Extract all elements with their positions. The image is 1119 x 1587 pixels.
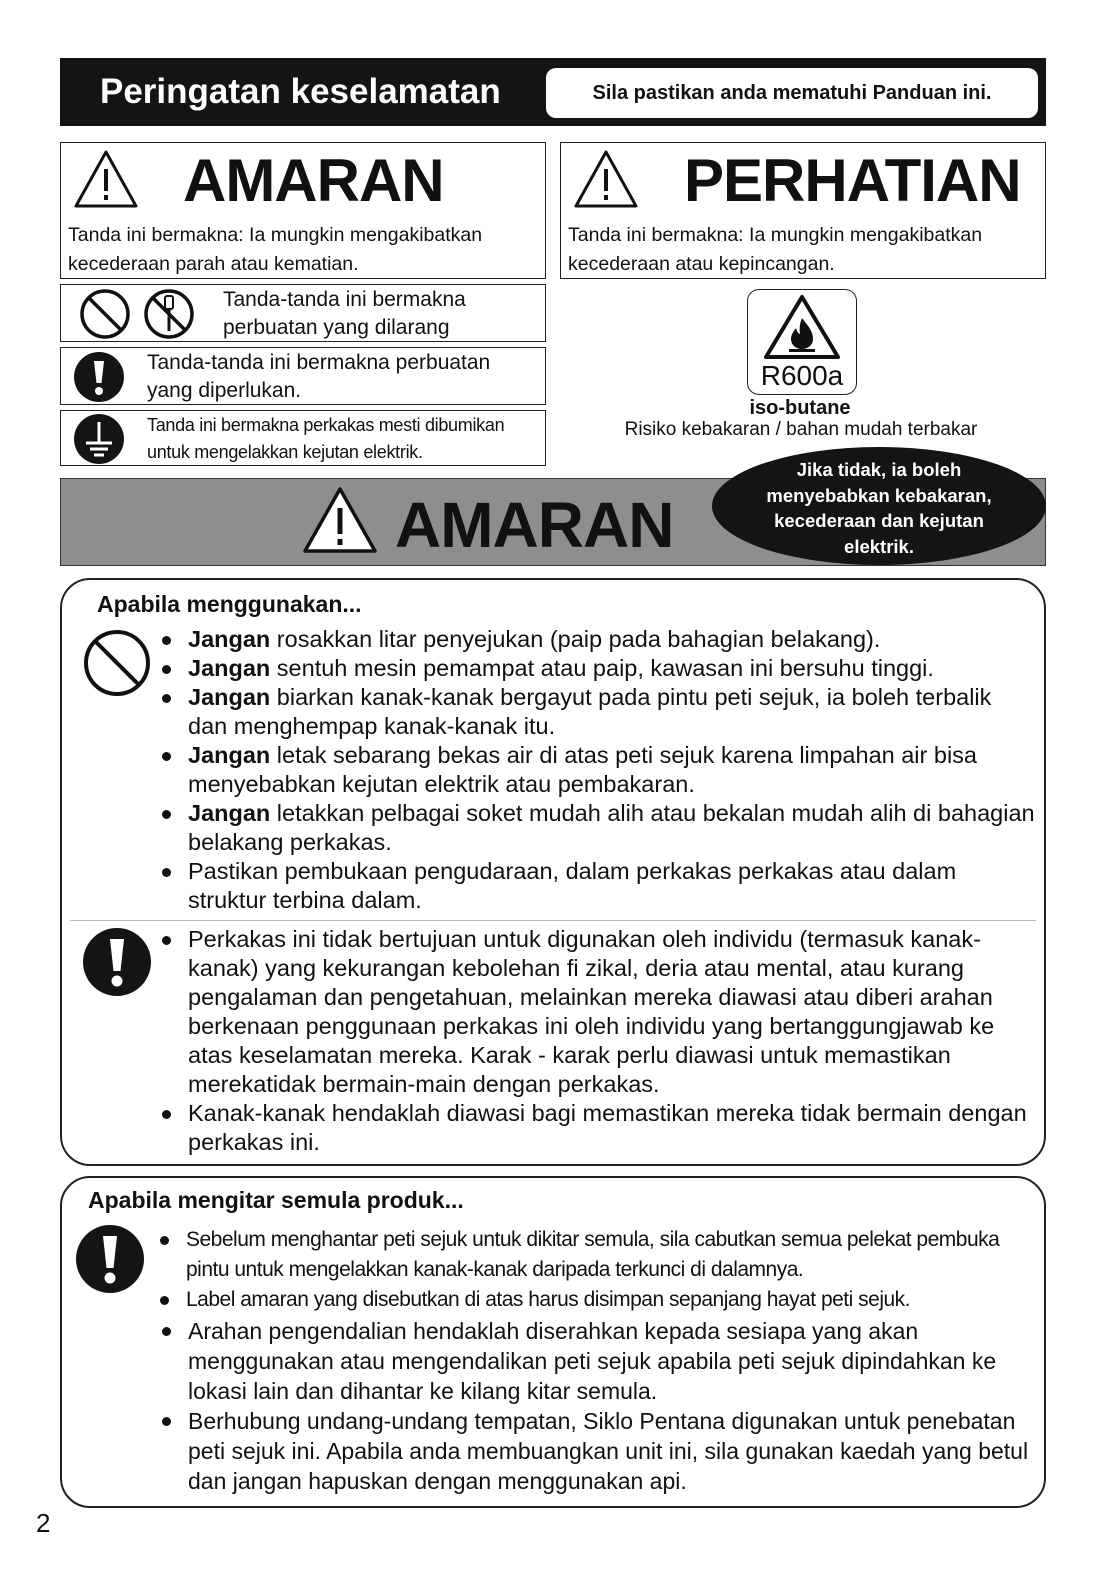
list-item-text: Kanak-kanak hendaklah diawasi bagi memastikan mereka tidak bermain dengan perkakas ini.: [188, 1100, 1027, 1155]
page-title: Peringatan keselamatan: [100, 72, 501, 111]
list-item: [160, 654, 1035, 683]
list-item-text: Sebelum menghantar peti sejuk untuk dikitar semula, sila cabutkan semua pelekat pembuka pintu untuk mengelakkan kanak-kanak daripada terkunci di dalamnya.: [186, 1228, 1000, 1281]
warning-oval-text: [732, 457, 1026, 559]
perhatian-desc-2: kecederaan atau kepincangan.: [568, 253, 835, 275]
recycling-list-small: [158, 1225, 1038, 1315]
section-divider: [70, 920, 1036, 921]
list-item: [160, 799, 1035, 857]
legend-mandatory-line1: Tanda-tanda ini bermakna perbuatan: [147, 351, 491, 374]
list-item-text: Pastikan pembukaan pengudaraan, dalam perkakas perkakas atau dalam struktur terbina dalam.: [188, 858, 957, 913]
legend-mandatory-line2: yang diperlukan.: [147, 379, 302, 402]
ground-connection-icon: [73, 413, 125, 465]
prohibited-icon: [79, 288, 131, 340]
refrigerant-code: R600a: [760, 360, 844, 391]
list-item: [160, 925, 1040, 1099]
emphasis: Jangan: [188, 655, 271, 681]
warning-oval-line: kecederaan dan kejutan: [774, 510, 984, 531]
list-item: [160, 1099, 1040, 1157]
amaran-signal-box: [60, 142, 546, 279]
list-item: [160, 1406, 1035, 1496]
legend-prohibited-line2: perbuatan yang dilarang: [223, 316, 450, 339]
list-item: [158, 1225, 1038, 1285]
legend-ground-line1: Tanda ini bermakna perkakas mesti dibumikan: [147, 415, 505, 435]
list-item-text: biarkan kanak-kanak bergayut pada pintu peti sejuk, ia boleh terbalik dan menghempap kanak-kanak itu.: [188, 684, 992, 739]
emphasis: Jangan: [188, 684, 271, 710]
list-item-text: Berhubung undang-undang tempatan, Siklo Pentana digunakan untuk penebatan peti sejuk ini. Apabila anda membuangkan unit ini, sila gunakan kaedah yang betul dan jangan hapuskan dengan menggunakan api.: [188, 1408, 1029, 1494]
warning-triangle-icon: [573, 149, 639, 209]
list-item-text: Label amaran yang disebutkan di atas harus disimpan sepanjang hayat peti sejuk.: [186, 1288, 910, 1311]
amaran-desc-2: kecederaan parah atau kematian.: [68, 253, 359, 275]
legend-prohibited: [60, 284, 546, 342]
list-item-text: Perkakas ini tidak bertujuan untuk digunakan oleh individu (termasuk kanak-kanak) yang kekurangan kebolehan fi zikal, deria atau mental, atau kurang pengalaman dan pengetahuan, melainkan mereka diawasi atau diberi arahan berkenaan penggunaan perkakas ini oleh individu yang bertanggungjawab ke atas keselamatan mereka. Karak - karak perlu diawasi untuk memastikan merekatidak bermain-main dengan perkakas.: [188, 926, 995, 1097]
list-item-text: rosakkan litar penyejukan (paip pada bahagian belakang).: [270, 626, 881, 652]
recycling-list: [160, 1316, 1035, 1496]
emphasis: Jangan: [188, 742, 271, 768]
list-item: [160, 1316, 1035, 1406]
list-item: [158, 1285, 1038, 1315]
emphasis: Jangan: [188, 626, 271, 652]
list-item: [160, 857, 1035, 915]
section-recycling-title: Apabila mengitar semula produk...: [88, 1187, 464, 1213]
warning-triangle-icon: [302, 486, 378, 554]
list-item: [160, 683, 1035, 741]
mandatory-action-icon: [82, 927, 152, 997]
list-item-text: letakkan pelbagai soket mudah alih atau bekalan mudah alih di bahagian belakang perkakas.: [188, 800, 1035, 855]
legend-prohibited-line1: Tanda-tanda ini bermakna: [223, 288, 466, 311]
warning-oval-line: menyebabkan kebakaran,: [766, 484, 992, 506]
emphasis: Jangan: [188, 800, 271, 826]
warning-oval-line: Jika tidak, ia boleh: [796, 459, 962, 480]
page-number: 2: [36, 1508, 51, 1538]
list-item-text: Arahan pengendalian hendaklah diserahkan kepada sesiapa yang akan menggunakan atau mengendalikan peti sejuk apabila peti sejuk dipindahkan ke lokasi lain dan dihantar ke kilang kitar semula.: [188, 1318, 997, 1404]
prohibited-list: [160, 625, 1035, 915]
warning-banner-word: AMARAN: [395, 489, 674, 561]
perhatian-word: PERHATIAN: [684, 147, 1021, 214]
section-when-using-title: Apabila menggunakan...: [97, 591, 362, 617]
list-item: [160, 625, 1035, 654]
list-item-text: letak sebarang bekas air di atas peti sejuk karena limpahan air bisa menyebabkan kejutan elektrik atau pembakaran.: [188, 742, 977, 797]
amaran-desc-1: Tanda ini bermakna: Ia mungkin mengakibatkan: [68, 224, 483, 246]
mandatory-action-icon: [75, 1224, 145, 1294]
prohibited-icon: [82, 628, 152, 698]
refrigerant-name: iso-butane: [749, 397, 851, 419]
warning-triangle-icon: [73, 149, 139, 209]
mandatory-list: [160, 925, 1040, 1157]
amaran-word: AMARAN: [183, 147, 444, 214]
legend-mandatory: [60, 347, 546, 405]
flammable-icon: [763, 294, 841, 360]
mandatory-action-icon: [73, 351, 125, 403]
no-disassembly-icon: [143, 288, 195, 340]
perhatian-desc-1: Tanda ini bermakna: Ia mungkin mengakibatkan: [568, 224, 983, 246]
legend-ground: [60, 410, 546, 466]
perhatian-signal-box: [560, 142, 1046, 279]
refrigerant-risk: Risiko kebakaran / bahan mudah terbakar: [624, 419, 978, 440]
list-item: [160, 741, 1035, 799]
warning-oval-line: elektrik.: [844, 535, 914, 557]
list-item-text: sentuh mesin pemampat atau paip, kawasan ini bersuhu tinggi.: [270, 655, 934, 681]
legend-ground-line2: untuk mengelakkan kejutan elektrik.: [147, 442, 423, 462]
header-notice: Sila pastikan anda mematuhi Panduan ini.: [546, 68, 1038, 118]
